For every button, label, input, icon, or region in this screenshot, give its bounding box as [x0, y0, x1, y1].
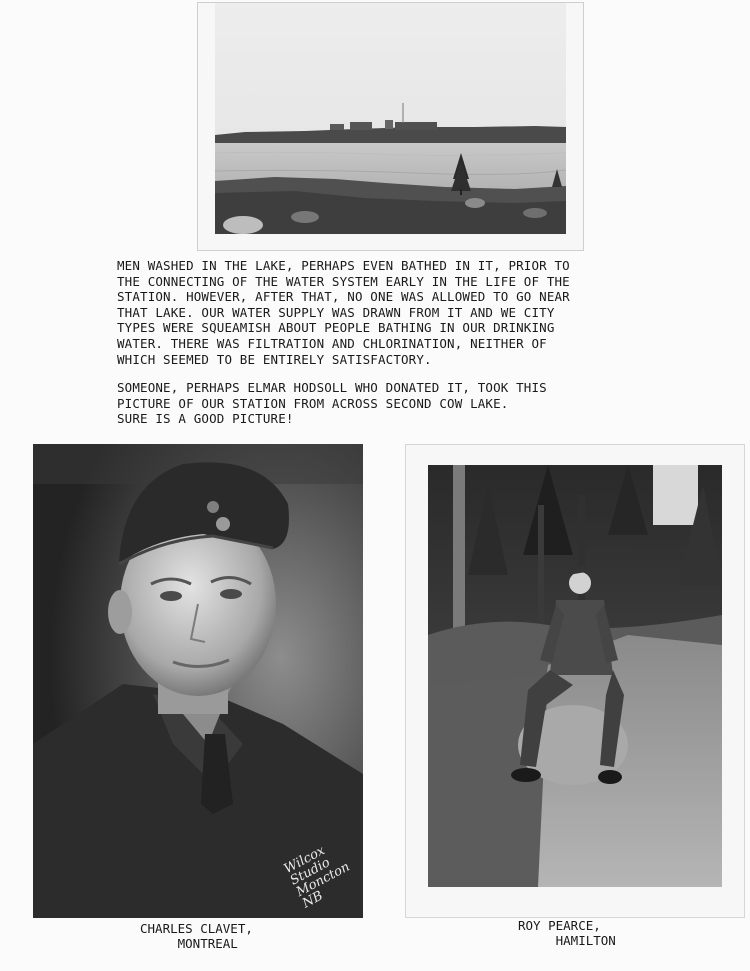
photo-credit-paragraph: SOMEONE, PERHAPS ELMAR HODSOLL WHO DONATED IT, TOOK THIS PICTURE OF OUR STATION FROM ACROSS SECOND COW LAKE. SURE IS A GOOD PICTURE!: [117, 380, 547, 427]
outdoor-image: [428, 465, 722, 887]
lake-station-photo: [215, 3, 566, 234]
charles-clavet-portrait: [33, 444, 363, 918]
studio-stamp: Wilcox Studio Moncton NB: [281, 843, 353, 912]
lake-scene-image: [215, 3, 566, 234]
roy-pearce-photo-frame: [405, 444, 745, 918]
left-caption: CHARLES CLAVET, MONTREAL: [140, 921, 253, 951]
roy-pearce-photo: [428, 465, 722, 887]
lake-photo-frame: [197, 2, 584, 251]
lake-paragraph: MEN WASHED IN THE LAKE, PERHAPS EVEN BATHED IN IT, PRIOR TO THE CONNECTING OF THE WATER SYSTEM EARLY IN THE LIFE OF THE STATION. HOWEVER, AFTER THAT, NO ONE WAS ALLOWED TO GO NEAR THAT LAKE. OUR WATER SUPPLY WAS DRAWN FROM IT AND WE CITY TYPES WERE SQUEAMISH ABOUT PEOPLE BATHING IN OUR DRINKING WATER. THERE WAS FILTRATION AND CHLORINATION, NEITHER OF WHICH SEEMED TO BE ENTIRELY SATISFACTORY.: [117, 258, 570, 367]
right-caption: ROY PEARCE, HAMILTON: [518, 918, 616, 948]
